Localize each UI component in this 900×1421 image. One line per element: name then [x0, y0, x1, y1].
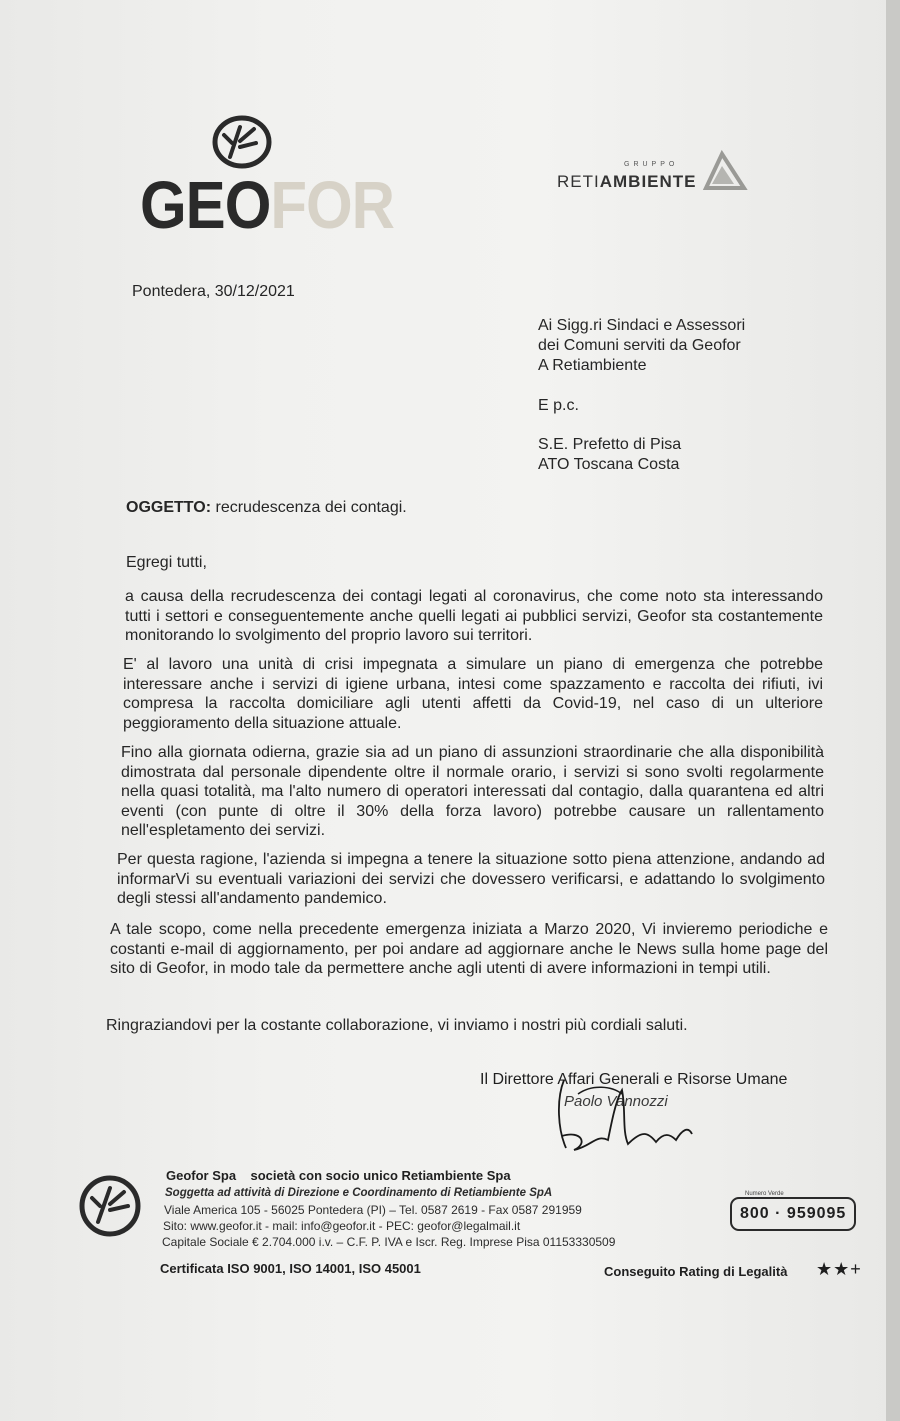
iso-certifications: Certificata ISO 9001, ISO 14001, ISO 45001	[160, 1261, 421, 1276]
signatory-name: Paolo Vannozzi	[564, 1093, 668, 1110]
body-paragraph: Fino alla giornata odierna, grazie sia ad un piano di assunzioni straordinarie che alla disponibilità dimostrata dal personale dipendente oltre il normale orario, i servizi si sono svolti regolarmente nella quasi totalità, ma l'alto numero di operatori interessati dal contagio, dalla quarantena ed altri eventi (con punte di oltre il 30% della forza lavoro) potrebbe causare un rallentamento nell'espletamento dei servizi.	[121, 744, 824, 839]
greeting: Egregi tutti,	[126, 554, 207, 571]
body-paragraph: Per questa ragione, l'azienda si impegna a tenere la situazione sotto piena attenzione, andando ad informarVi su eventuali variazioni dei servizi che dovessero verificarsi, e adattando lo svolgimento degli stessi all'andamento pandemico.	[117, 851, 825, 907]
geofor-footer-leaf-icon	[76, 1172, 144, 1240]
letter-date: Pontedera, 30/12/2021	[132, 283, 295, 300]
footer-capital-line: Capitale Sociale € 2.704.000 i.v. – C.F. P. IVA e Iscr. Reg. Imprese Pisa 01153330509	[162, 1235, 616, 1249]
retiambiente-logo-word: RETIAMBIENTE	[557, 172, 697, 191]
retiambiente-triangle-icon	[700, 150, 748, 192]
subject-label: OGGETTO:	[126, 499, 212, 516]
recipient-line: A Retiambiente	[538, 357, 647, 374]
rating-stars: ★★+	[816, 1259, 862, 1279]
body-paragraph: E' al lavoro una unità di crisi impegnata a simulare un piano di emergenza che potrebbe interessare anche i servizi di igiene urbana, intesi come spazzamento e raccolta dei rifiuti, ivi compresa la raccolta domiciliare agli utenti affetti da Covid-19, nel caso di un ulteriore peggioramento della situazione attuale.	[123, 656, 823, 732]
footer-contacts-line: Sito: www.geofor.it - mail: info@geofor.it - PEC: geofor@legalmail.it	[163, 1219, 521, 1233]
footer-direction-line: Soggetta ad attività di Direzione e Coordinamento di Retiambiente SpA	[165, 1187, 553, 1199]
body-paragraph: a causa della recrudescenza dei contagi legati al coronavirus, che come noto sta interessando tutti i settori e conseguentemente anche quelli legati ai pubblici servizi, Geofor sta costantemente monitorando lo svolgimento del proprio lavoro sui territori.	[125, 588, 823, 644]
handwritten-signature	[552, 1060, 702, 1160]
subject-line	[126, 498, 407, 518]
recipient-line: Ai Sigg.ri Sindaci e Assessori	[538, 317, 746, 334]
geofor-leaf-icon	[210, 113, 274, 171]
body-paragraph: A tale scopo, come nella precedente emergenza iniziata a Marzo 2020, Vi invieremo periodiche e costanti e-mail di aggiornamento, per poi andare ad aggiornare anche le News sulla home page del sito di Geofor, in modo tale da permettere anche agli utenti di avere informazioni in tempi utili.	[110, 921, 828, 977]
recipients-block	[538, 316, 745, 376]
cc-line: S.E. Prefetto di Pisa	[538, 436, 682, 453]
numero-verde-number: 800 · 959095	[740, 1205, 847, 1222]
footer-company: Geofor Spa società con socio unico Retiambiente Spa	[166, 1168, 511, 1183]
geofor-logo-word: GEOFOR	[140, 167, 395, 243]
cc-line: ATO Toscana Costa	[538, 456, 680, 473]
numero-verde-label: Numero Verde	[745, 1191, 784, 1197]
page-edge	[886, 0, 900, 1421]
epc-label: E p.c.	[538, 397, 579, 414]
closing-paragraph: Ringraziandovi per la costante collaborazione, vi inviamo i nostri più cordiali saluti.	[106, 1017, 688, 1034]
legality-rating: Conseguito Rating di Legalità	[604, 1264, 788, 1279]
recipient-line: dei Comuni serviti da Geofor	[538, 337, 741, 354]
signatory-title: Il Direttore Affari Generali e Risorse Umane	[480, 1071, 788, 1088]
subject-text: recrudescenza dei contagi.	[215, 499, 407, 516]
cc-block	[538, 435, 681, 475]
gruppo-label: GRUPPO	[624, 161, 679, 168]
footer-address-line: Viale America 105 - 56025 Pontedera (PI) – Tel. 0587 2619 - Fax 0587 291959	[164, 1203, 582, 1217]
